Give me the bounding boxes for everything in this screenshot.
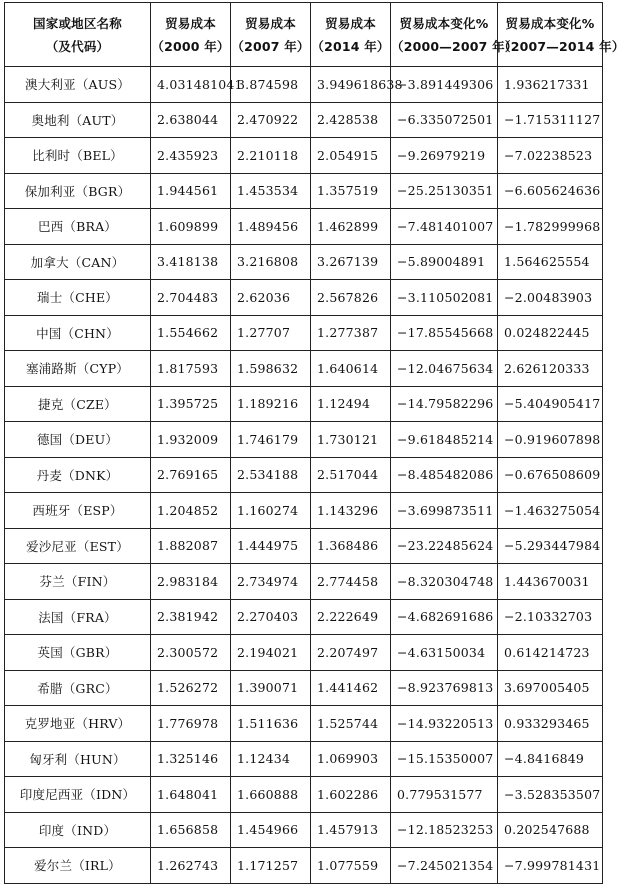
table-row	[5, 280, 603, 316]
cost-2014-cell: 1.357519	[311, 173, 391, 209]
table-row	[5, 848, 603, 884]
table-row	[5, 102, 603, 138]
country-cell: 印度（IND）	[5, 812, 151, 848]
country-cell: 保加利亚（BGR）	[5, 173, 151, 209]
header-country	[5, 3, 151, 67]
country-cell: 法国（FRA）	[5, 599, 151, 635]
cost-2000-cell: 2.300572	[151, 635, 231, 671]
cost-2007-cell: 1.444975	[231, 528, 311, 564]
change-2000-2007-cell: −23.22485624	[391, 528, 498, 564]
header-change-2000-2007	[391, 3, 518, 67]
change-2007-2014-cell: 0.933293465	[498, 706, 603, 742]
country-cell: 爱尔兰（IRL）	[5, 848, 151, 884]
table-row	[5, 635, 603, 671]
header-country-line1: 国家或地区名称	[33, 15, 122, 31]
table-row	[5, 386, 603, 422]
cost-2000-cell: 1.648041	[151, 777, 231, 813]
cost-2007-cell: 3.874598	[231, 67, 311, 103]
country-cell: 希腊（GRC）	[5, 670, 151, 706]
country-cell: 中国（CHN）	[5, 315, 151, 351]
cost-2007-cell: 1.598632	[231, 351, 311, 387]
country-cell: 丹麦（DNK）	[5, 457, 151, 493]
change-2000-2007-cell: −4.63150034	[391, 635, 498, 671]
change-2000-2007-cell: −8.923769813	[391, 670, 498, 706]
header-cost-2007-line2: （2007 年）	[231, 38, 310, 54]
table-row	[5, 138, 603, 174]
cost-2014-cell: 1.730121	[311, 422, 391, 458]
cost-2000-cell: 1.817593	[151, 351, 231, 387]
table-row	[5, 599, 603, 635]
cost-2014-cell: 1.277387	[311, 315, 391, 351]
cost-2000-cell: 1.609899	[151, 209, 231, 245]
table-row	[5, 493, 603, 529]
header-country-line2: （及代码）	[45, 38, 110, 54]
change-2000-2007-cell: −14.79582296	[391, 386, 498, 422]
change-2007-2014-cell: 0.024822445	[498, 315, 603, 351]
trade-cost-table	[4, 2, 625, 884]
cost-2014-cell: 3.949618638	[311, 67, 391, 103]
cost-2014-cell: 1.12494	[311, 386, 391, 422]
country-cell: 捷克（CZE）	[5, 386, 151, 422]
change-2000-2007-cell: −3.699873511	[391, 493, 498, 529]
table-row	[5, 315, 603, 351]
country-cell: 德国（DEU）	[5, 422, 151, 458]
table-body	[5, 67, 603, 884]
cost-2000-cell: 1.776978	[151, 706, 231, 742]
cost-2014-cell: 1.077559	[311, 848, 391, 884]
change-2007-2014-cell: 1.564625554	[498, 244, 603, 280]
change-2007-2014-cell: −5.293447984	[498, 528, 603, 564]
cost-2007-cell: 2.534188	[231, 457, 311, 493]
cost-2014-cell: 1.441462	[311, 670, 391, 706]
cost-2007-cell: 2.270403	[231, 599, 311, 635]
header-change-2007-2014-line1: 贸易成本变化%	[505, 15, 595, 31]
change-2000-2007-cell: 0.779531577	[391, 777, 498, 813]
cost-2007-cell: 1.390071	[231, 670, 311, 706]
table-row	[5, 564, 603, 600]
cost-2000-cell: 1.325146	[151, 741, 231, 777]
header-cost-2000-line2: （2000 年）	[151, 38, 230, 54]
cost-2014-cell: 2.428538	[311, 102, 391, 138]
cost-2014-cell: 2.567826	[311, 280, 391, 316]
cost-2000-cell: 1.554662	[151, 315, 231, 351]
cost-2014-cell: 1.602286	[311, 777, 391, 813]
cost-2014-cell: 2.207497	[311, 635, 391, 671]
header-change-2000-2007-line1: 贸易成本变化%	[399, 15, 489, 31]
table-row	[5, 67, 603, 103]
cost-2007-cell: 1.171257	[231, 848, 311, 884]
cost-2014-cell: 1.462899	[311, 209, 391, 245]
cost-2014-cell: 2.517044	[311, 457, 391, 493]
table-row	[5, 351, 603, 387]
table-row	[5, 209, 603, 245]
header-change-2000-2007-line2: （2000—2007 年）	[391, 38, 518, 54]
change-2007-2014-cell: −0.676508609	[498, 457, 603, 493]
table-row	[5, 528, 603, 564]
cost-2007-cell: 3.216808	[231, 244, 311, 280]
country-cell: 芬兰（FIN）	[5, 564, 151, 600]
country-cell: 巴西（BRA）	[5, 209, 151, 245]
cost-2000-cell: 2.435923	[151, 138, 231, 174]
country-cell: 匈牙利（HUN）	[5, 741, 151, 777]
header-change-2007-2014	[498, 3, 625, 67]
cost-2000-cell: 1.932009	[151, 422, 231, 458]
cost-2007-cell: 1.454966	[231, 812, 311, 848]
cost-2000-cell: 2.983184	[151, 564, 231, 600]
cost-2000-cell: 3.418138	[151, 244, 231, 280]
header-row	[5, 3, 603, 67]
change-2000-2007-cell: −14.93220513	[391, 706, 498, 742]
country-cell: 瑞士（CHE）	[5, 280, 151, 316]
table-row	[5, 244, 603, 280]
table-row	[5, 812, 603, 848]
cost-2014-cell: 1.069903	[311, 741, 391, 777]
cost-2007-cell: 1.453534	[231, 173, 311, 209]
change-2000-2007-cell: −3.110502081	[391, 280, 498, 316]
cost-2014-cell: 1.143296	[311, 493, 391, 529]
change-2007-2014-cell: 0.202547688	[498, 812, 603, 848]
change-2000-2007-cell: −4.682691686	[391, 599, 498, 635]
change-2007-2014-cell: 3.697005405	[498, 670, 603, 706]
cost-2014-cell: 1.640614	[311, 351, 391, 387]
cost-2007-cell: 2.734974	[231, 564, 311, 600]
cost-2014-cell: 1.368486	[311, 528, 391, 564]
cost-2000-cell: 2.381942	[151, 599, 231, 635]
table-row	[5, 741, 603, 777]
change-2007-2014-cell: 0.614214723	[498, 635, 603, 671]
table-row	[5, 457, 603, 493]
country-cell: 加拿大（CAN）	[5, 244, 151, 280]
table-row	[5, 173, 603, 209]
change-2007-2014-cell: 1.443670031	[498, 564, 603, 600]
cost-2000-cell: 1.204852	[151, 493, 231, 529]
cost-2000-cell: 1.526272	[151, 670, 231, 706]
change-2007-2014-cell: −5.404905417	[498, 386, 603, 422]
header-change-2007-2014-line2: （2007—2014 年）	[498, 38, 625, 54]
header-cost-2000-line1: 贸易成本	[165, 15, 216, 31]
change-2007-2014-cell: 2.626120333	[498, 351, 603, 387]
header-cost-2000	[151, 3, 231, 67]
change-2007-2014-cell: −2.00483903	[498, 280, 603, 316]
header-cost-2014-line2: （2014 年）	[311, 38, 390, 54]
change-2000-2007-cell: −5.89004891	[391, 244, 498, 280]
cost-2007-cell: 2.194021	[231, 635, 311, 671]
country-cell: 奥地利（AUT）	[5, 102, 151, 138]
cost-2000-cell: 1.656858	[151, 812, 231, 848]
change-2007-2014-cell: −1.782999968	[498, 209, 603, 245]
change-2000-2007-cell: −8.485482086	[391, 457, 498, 493]
cost-2007-cell: 1.746179	[231, 422, 311, 458]
change-2000-2007-cell: −17.85545668	[391, 315, 498, 351]
change-2007-2014-cell: −1.715311127	[498, 102, 603, 138]
cost-2007-cell: 2.210118	[231, 138, 311, 174]
change-2000-2007-cell: −8.320304748	[391, 564, 498, 600]
table-row	[5, 706, 603, 742]
change-2000-2007-cell: −15.15350007	[391, 741, 498, 777]
table-row	[5, 777, 603, 813]
change-2007-2014-cell: −2.10332703	[498, 599, 603, 635]
header-cost-2007	[231, 3, 311, 67]
cost-2007-cell: 1.27707	[231, 315, 311, 351]
cost-2007-cell: 1.160274	[231, 493, 311, 529]
country-cell: 塞浦路斯（CYP）	[5, 351, 151, 387]
table-row	[5, 670, 603, 706]
cost-2014-cell: 1.457913	[311, 812, 391, 848]
table-header	[5, 3, 625, 67]
change-2007-2014-cell: −0.919607898	[498, 422, 603, 458]
change-2000-2007-cell: −3.891449306	[391, 67, 498, 103]
change-2000-2007-cell: −7.481401007	[391, 209, 498, 245]
cost-2007-cell: 2.62036	[231, 280, 311, 316]
change-2007-2014-cell: −3.528353507	[498, 777, 603, 813]
cost-2000-cell: 1.944561	[151, 173, 231, 209]
cost-2007-cell: 1.189216	[231, 386, 311, 422]
change-2000-2007-cell: −7.245021354	[391, 848, 498, 884]
country-cell: 比利时（BEL）	[5, 138, 151, 174]
change-2007-2014-cell: −1.463275054	[498, 493, 603, 529]
cost-2000-cell: 4.031481041	[151, 67, 231, 103]
change-2000-2007-cell: −25.25130351	[391, 173, 498, 209]
change-2000-2007-cell: −6.335072501	[391, 102, 498, 138]
country-cell: 英国（GBR）	[5, 635, 151, 671]
cost-2014-cell: 1.525744	[311, 706, 391, 742]
cost-2000-cell: 2.638044	[151, 102, 231, 138]
header-cost-2014	[311, 3, 391, 67]
table-row	[5, 422, 603, 458]
change-2000-2007-cell: −12.04675634	[391, 351, 498, 387]
header-cost-2007-line1: 贸易成本	[245, 15, 296, 31]
country-cell: 西班牙（ESP）	[5, 493, 151, 529]
country-cell: 印度尼西亚（IDN）	[5, 777, 151, 813]
cost-2007-cell: 1.489456	[231, 209, 311, 245]
country-cell: 澳大利亚（AUS）	[5, 67, 151, 103]
cost-2000-cell: 1.882087	[151, 528, 231, 564]
country-cell: 爱沙尼亚（EST）	[5, 528, 151, 564]
change-2007-2014-cell: −7.999781431	[498, 848, 603, 884]
change-2007-2014-cell: −4.8416849	[498, 741, 603, 777]
header-cost-2014-line1: 贸易成本	[325, 15, 376, 31]
cost-2014-cell: 2.774458	[311, 564, 391, 600]
cost-2000-cell: 2.704483	[151, 280, 231, 316]
cost-2007-cell: 1.660888	[231, 777, 311, 813]
country-cell: 克罗地亚（HRV）	[5, 706, 151, 742]
change-2000-2007-cell: −9.618485214	[391, 422, 498, 458]
cost-2014-cell: 2.222649	[311, 599, 391, 635]
cost-2014-cell: 2.054915	[311, 138, 391, 174]
cost-2000-cell: 1.262743	[151, 848, 231, 884]
change-2007-2014-cell: −6.605624636	[498, 173, 603, 209]
cost-2007-cell: 1.511636	[231, 706, 311, 742]
change-2007-2014-cell: −7.02238523	[498, 138, 603, 174]
cost-2007-cell: 2.470922	[231, 102, 311, 138]
change-2000-2007-cell: −9.26979219	[391, 138, 498, 174]
cost-2000-cell: 2.769165	[151, 457, 231, 493]
change-2000-2007-cell: −12.18523253	[391, 812, 498, 848]
cost-2007-cell: 1.12434	[231, 741, 311, 777]
change-2007-2014-cell: 1.936217331	[498, 67, 603, 103]
cost-2000-cell: 1.395725	[151, 386, 231, 422]
cost-2014-cell: 3.267139	[311, 244, 391, 280]
